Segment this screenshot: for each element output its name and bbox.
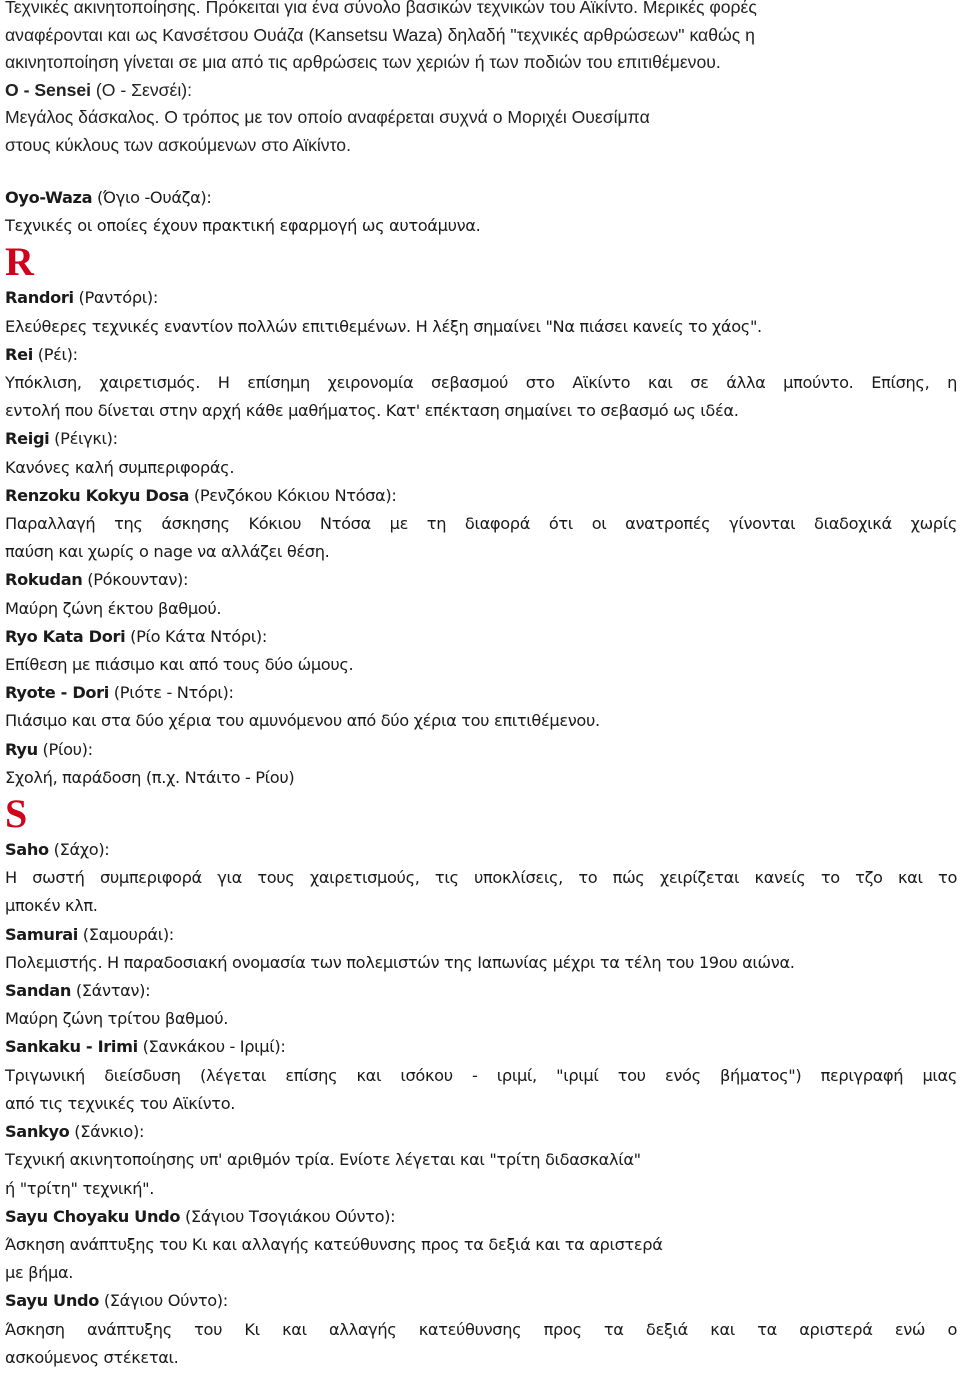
entry-term-line — [5, 341, 957, 369]
entry-definition: Τριγωνική διείσδυση (λέγεται επίσης και ισόκου - ιριμί, "ιριμί του ενός βήματος") περιγραφή μιας — [5, 1065, 957, 1085]
entry-greek: (Ο - Σενσέι): — [91, 79, 192, 100]
section-letter-r: R — [5, 239, 34, 285]
entry-term: Rokudan — [5, 570, 83, 590]
entry-definition: Υπόκλιση, χαιρετισμός. Η επίσημη χειρονομία σεβασμού στο Αϊκίντο και σε άλλα μπούντο. Επίσης, η — [5, 373, 957, 393]
entry-definition: Άσκηση ανάπτυξης του Κι και αλλαγής κατεύθυνσης προς τα δεξιά και τα αριστερά ενώ ο — [5, 1319, 957, 1339]
entry-term-line — [5, 836, 957, 864]
intro-line: ακινητοποίηση γίνεται σε μια από τις αρθρώσεις των χεριών ή των ποδιών του επιτιθέμενου. — [5, 52, 721, 72]
entry-greek: (Ρέιγκι): — [49, 429, 118, 449]
entry-term: Ryote - Dori — [5, 683, 110, 703]
entry-greek: (Ρίο Κάτα Ντόρι): — [125, 626, 267, 646]
entry-term-line — [5, 623, 957, 651]
entry-term-line — [5, 425, 957, 453]
entry-term-line — [5, 977, 957, 1005]
entry-o-sensei — [5, 77, 957, 160]
entry-definition: ή "τρίτη" τεχνική". — [5, 1178, 155, 1198]
entry-definition: Μαύρη ζώνη έκτου βαθμού. — [5, 598, 222, 618]
entry-term-line — [5, 566, 957, 594]
entry-definition: Η σωστή συμπεριφορά για τους χαιρετισμούς, τις υποκλίσεις, το πώς χειρίζεται κανείς το τζο και το — [5, 868, 957, 888]
entry-term-line — [5, 1033, 957, 1061]
intro-line: Τεχνικές ακινητοποίησης. Πρόκειται για ένα σύνολο βασικών τεχνικών του Αϊκίντο. Μερικές φορές — [5, 0, 757, 17]
entry-greek: (Σάγιου Τσογιάκου Ούντο): — [180, 1206, 396, 1226]
entry-definition: εντολή που δίνεται στην αρχή κάθε μαθήματος. Κατ' επέκταση σημαίνει το σεβασμό ως ιδέα. — [5, 401, 739, 421]
entry-definition: Πιάσιμο και στα δύο χέρια του αμυνόμενου από δύο χέρια του επιτιθέμενου. — [5, 711, 600, 731]
entry-definition: Κανόνες καλή συμπεριφοράς. — [5, 457, 235, 477]
entry-term: Reigi — [5, 429, 50, 449]
entry-definition: Μεγάλος δάσκαλος. Ο τρόπος με τον οποίο αναφέρεται συχνά ο Μοριχέι Ουεσίμπα — [5, 107, 650, 127]
entry-term: O - Sensei — [5, 79, 92, 100]
entry-greek: (Ριότε - Ντόρι): — [109, 683, 234, 703]
entry-term-line — [5, 921, 957, 949]
entry-term-line — [5, 1287, 957, 1315]
entry-greek: (Όγιο -Ουάζα): — [92, 188, 212, 207]
entry-term-line — [5, 736, 957, 764]
entry-term: Ryo Kata Dori — [5, 626, 126, 646]
entry-definition: Άσκηση ανάπτυξης του Κι και αλλαγής κατεύθυνσης προς τα δεξιά και τα αριστερά — [5, 1234, 663, 1254]
entry-term-line — [5, 77, 957, 105]
entry-term: Rei — [5, 344, 33, 364]
entry-greek: (Σάνταν): — [71, 981, 151, 1001]
intro-line: αναφέρονται και ως Κανσέτσου Ουάζα (Kansetsu Waza) δηλαδή "τεχνικές αρθρώσεων" καθώς η — [5, 24, 755, 45]
entry-greek: (Σάνκιο): — [69, 1122, 145, 1142]
entry-definition: Τεχνικές οι οποίες έχουν πρακτική εφαρμογή ως αυτοάμυνα. — [5, 216, 481, 236]
entry-greek: (Ρέι): — [32, 344, 78, 364]
spacer — [5, 159, 957, 184]
entry-greek: (Ραντόρι): — [73, 288, 158, 308]
entry-definition: με βήμα. — [5, 1263, 74, 1283]
entry-greek: (Σάχο): — [48, 840, 110, 860]
entry-definition: Παραλλαγή της άσκησης Κόκιου Ντόσα με τη διαφορά ότι οι ανατροπές γίνονται διαδοχικά χωρίς — [5, 514, 957, 534]
entry-greek: (Ρενζόκου Κόκιου Ντόσα): — [189, 485, 397, 505]
entry-definition: στους κύκλους των ασκούμενων στο Αϊκίντο. — [5, 134, 351, 155]
intro-paragraph — [5, 0, 957, 77]
entry-term: Oyo-Waza — [5, 188, 93, 207]
entry-greek: (Σάγιου Ούντο): — [99, 1291, 228, 1311]
entry-term: Samurai — [5, 924, 78, 944]
section-letter-s: S — [5, 791, 28, 837]
entry-definition: Επίθεση με πιάσιμο και από τους δύο ώμους. — [5, 655, 354, 675]
glossary-page — [5, 0, 957, 1372]
entry-definition: μποκέν κλπ. — [5, 896, 98, 916]
entry-term: Sayu Undo — [5, 1291, 100, 1311]
entry-definition: παύση και χωρίς ο nage να αλλάζει θέση. — [5, 542, 330, 562]
entry-definition: Ελεύθερες τεχνικές εναντίον πολλών επιτιθεμένων. Η λέξη σημαίνει "Να πιάσει κανείς το χάος". — [5, 316, 762, 336]
entry-term: Saho — [5, 840, 49, 860]
section-s-entries — [5, 836, 957, 1372]
entry-term: Sankaku - Irimi — [5, 1037, 138, 1057]
entry-greek: (Σανκάκου - Ιριμί): — [137, 1037, 286, 1057]
entry-definition: Μαύρη ζώνη τρίτου βαθμού. — [5, 1009, 229, 1029]
entry-definition: Πολεμιστής. Η παραδοσιακή ονομασία των πολεμιστών της Ιαπωνίας μέχρι τα τέλη του 19ου αιώνα. — [5, 952, 795, 972]
entry-term-line — [5, 284, 957, 312]
entry-term: Ryu — [5, 739, 38, 759]
entry-term: Randori — [5, 288, 74, 308]
entry-term-line — [5, 482, 957, 510]
entry-term: Sankyo — [5, 1122, 70, 1142]
entry-definition: Τεχνική ακινητοποίησης υπ' αριθμόν τρία. Ενίοτε λέγεται και "τρίτη διδασκαλία" — [5, 1150, 641, 1170]
entry-term: Renzoku Kokyu Dosa — [5, 485, 190, 505]
entry-term: Sandan — [5, 981, 72, 1001]
entry-greek: (Ρίου): — [37, 739, 93, 759]
entry-greek: (Σαμουράι): — [77, 924, 174, 944]
section-r-entries — [5, 284, 957, 792]
entry-oyo-waza — [5, 184, 957, 240]
entry-definition: ασκούμενος στέκεται. — [5, 1347, 179, 1367]
entry-greek: (Ρόκουνταν): — [82, 570, 189, 590]
entry-term-line — [5, 679, 957, 707]
entry-term-line — [5, 184, 957, 212]
entry-definition: από τις τεχνικές του Αϊκίντο. — [5, 1093, 236, 1113]
entry-term-line — [5, 1203, 957, 1231]
entry-term: Sayu Choyaku Undo — [5, 1206, 181, 1226]
entry-term-line — [5, 1118, 957, 1146]
entry-definition: Σχολή, παράδοση (π.χ. Ντάιτο - Ρίου) — [5, 767, 295, 787]
